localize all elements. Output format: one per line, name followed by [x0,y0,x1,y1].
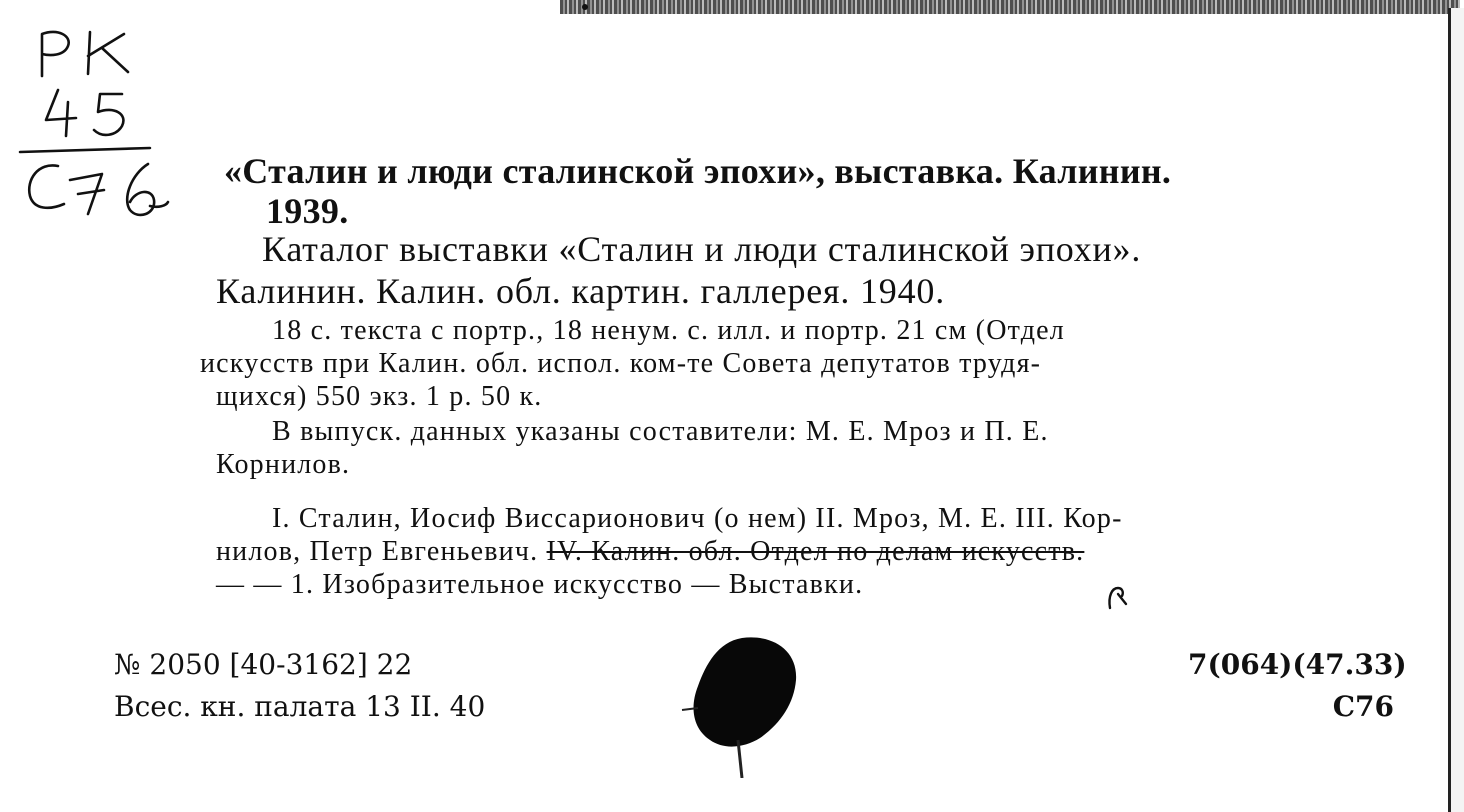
heading-line-1: «Сталин и люди сталинской эпохи», выставка. Калинин. [224,151,1172,191]
card-top-edge [560,0,1460,14]
heading-line-2: 1939. [266,191,349,231]
ink-blot [680,628,810,778]
tracings-line-2 [216,536,1084,568]
classification-code: 7(064)(47.33) [1188,648,1407,681]
tracings-line-3: — — 1. Изобразительное искусство — Выставки. [216,569,864,600]
description-line-2: искусств при Калин. обл. испол. ком-те Совета депутатов трудя- [200,348,1042,379]
description-line-3: щихся) 550 экз. 1 р. 50 к. [216,381,543,412]
note-line-2: Корнилов. [216,449,351,480]
pencil-tick-mark [1104,582,1132,612]
ink-dot [580,2,590,12]
call-number-handwriting [18,14,198,224]
note-line-1: В выпуск. данных указаны составители: М. Е. Мроз и П. Е. [272,416,1049,447]
tracings-line-2-text: нилов, Петр Евгеньевич. [216,536,539,567]
book-chamber-date: Всес. кн. палата 13 II. 40 [114,690,486,723]
title-line-1: Каталог выставки «Сталин и люди сталинской эпохи». [262,229,1142,269]
handwritten-call-number [18,14,198,224]
author-mark: С76 [1332,690,1394,723]
card-right-edge [1448,8,1464,812]
record-number: № 2050 [40-3162] 22 [114,648,413,681]
title-line-2: Калинин. Калин. обл. картин. галлерея. 1940. [216,271,945,311]
tracings-struck-text: IV. Калин. обл. Отдел по делам искусств. [546,536,1085,567]
tracings-line-1: I. Сталин, Иосиф Виссарионович (о нем) II. Мроз, М. Е. III. Кор- [272,503,1123,534]
description-line-1: 18 с. текста с портр., 18 ненум. с. илл. и портр. 21 см (Отдел [272,315,1065,346]
